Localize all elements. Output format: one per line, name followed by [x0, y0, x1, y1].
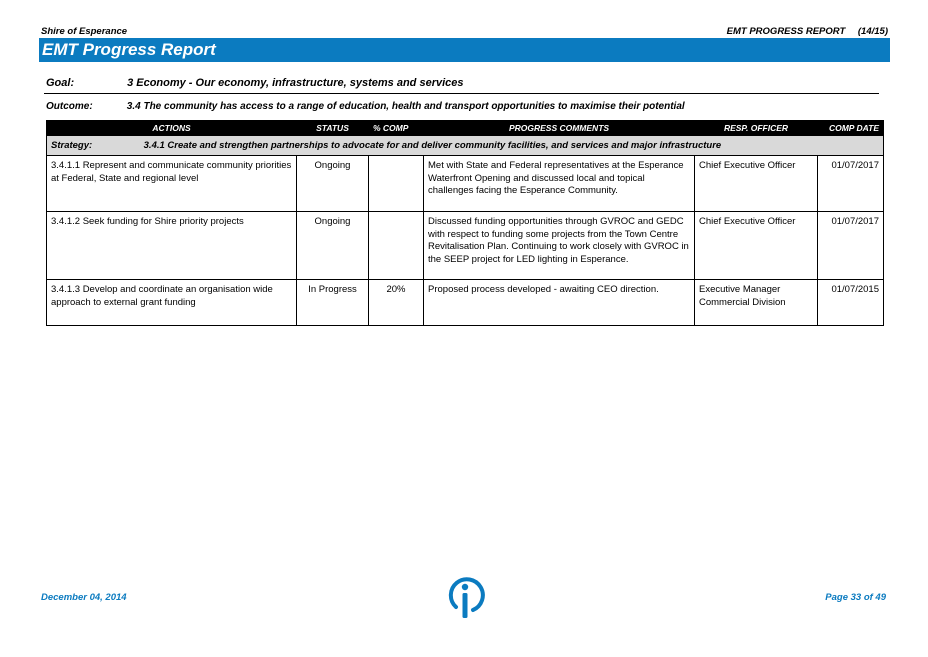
action-cell: 3.4.1.3 Develop and coordinate an organisation wide approach to external grant funding — [47, 280, 297, 326]
table-row — [47, 212, 884, 280]
report-title: EMT PROGRESS REPORT — [726, 26, 846, 37]
comments-cell: Proposed process developed - awaiting CEO direction. — [424, 280, 695, 326]
comments-cell: Met with State and Federal representatives at the Esperance Waterfront Opening and discussed local and topical challenges facing the Esperance Community. — [424, 156, 695, 212]
strategy-label: Strategy: — [51, 140, 93, 151]
outcome-row — [46, 101, 685, 112]
goal-divider — [44, 93, 879, 94]
col-header-comments: PROGRESS COMMENTS — [424, 121, 695, 136]
officer-cell: Executive Manager Commercial Division — [695, 280, 818, 326]
comments-cell: Discussed funding opportunities through GVROC and GEDC with respect to funding some projects from the Town Centre Revitalisation Plan. Continuing to work closely with GVROC in the SEEP project for LED lighting in Esperance. — [424, 212, 695, 280]
action-cell: 3.4.1.1 Represent and communicate community priorities at Federal, State and regional level — [47, 156, 297, 212]
officer-cell: Chief Executive Officer — [695, 212, 818, 280]
organisation-name: Shire of Esperance — [41, 26, 128, 37]
table-row — [47, 156, 884, 212]
outcome-label: Outcome: — [46, 101, 93, 112]
report-page-ref: (14/15) — [857, 26, 888, 37]
col-header-date: COMP DATE — [818, 121, 884, 136]
outcome-text: 3.4 The community has access to a range of education, health and transport opportunities to maximise their potential — [126, 101, 685, 112]
strategy-cell — [47, 136, 884, 156]
actions-table — [46, 120, 884, 326]
status-cell: In Progress — [297, 280, 369, 326]
date-cell: 01/07/2017 — [818, 212, 884, 280]
date-cell: 01/07/2015 — [818, 280, 884, 326]
footer-page-number: Page 33 of 49 — [825, 592, 886, 603]
strategy-row — [47, 136, 884, 156]
shire-logo-icon — [443, 577, 487, 619]
action-cell: 3.4.1.2 Seek funding for Shire priority projects — [47, 212, 297, 280]
comp-cell — [369, 156, 424, 212]
date-cell: 01/07/2017 — [818, 156, 884, 212]
officer-cell: Chief Executive Officer — [695, 156, 818, 212]
table-header-row — [47, 121, 884, 136]
col-header-actions: ACTIONS — [47, 121, 297, 136]
comp-cell: 20% — [369, 280, 424, 326]
status-cell: Ongoing — [297, 156, 369, 212]
status-cell: Ongoing — [297, 212, 369, 280]
goal-row — [46, 77, 464, 89]
col-header-officer: RESP. OFFICER — [695, 121, 818, 136]
report-header — [727, 26, 888, 37]
comp-cell — [369, 212, 424, 280]
footer-date: December 04, 2014 — [41, 592, 127, 603]
goal-text: 3 Economy - Our economy, infrastructure, systems and services — [127, 77, 464, 89]
banner-title: EMT Progress Report — [42, 40, 216, 59]
strategy-text: 3.4.1 Create and strengthen partnerships to advocate for and deliver community facilities, and services and major infrastructure — [143, 140, 722, 151]
table-row — [47, 280, 884, 326]
col-header-comp: % COMP — [369, 121, 424, 136]
col-header-status: STATUS — [297, 121, 369, 136]
goal-label: Goal: — [46, 77, 75, 89]
title-banner — [39, 38, 890, 62]
